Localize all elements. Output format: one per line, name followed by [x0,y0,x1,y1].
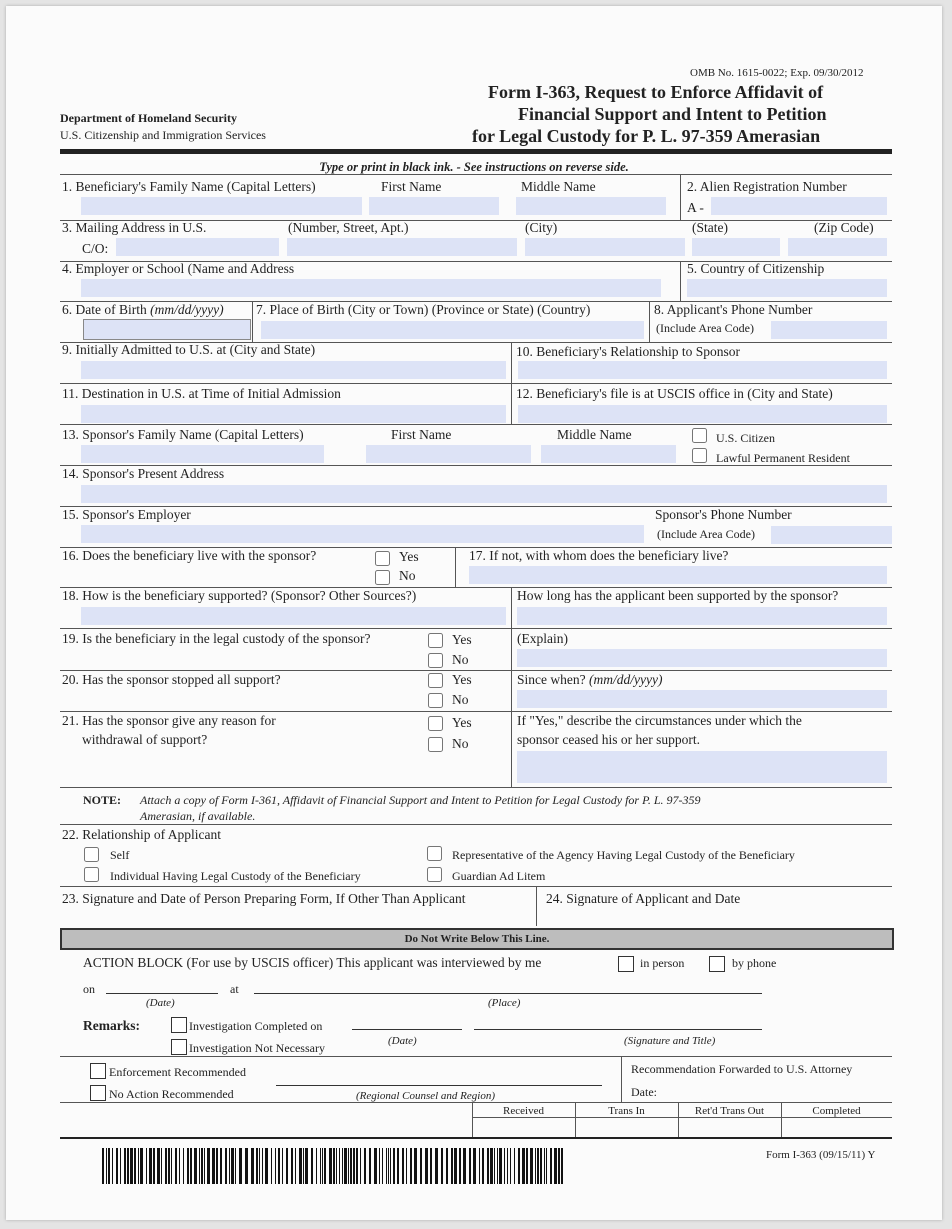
sponsor-middle-name-input[interactable] [541,445,676,463]
investigation-date-line[interactable] [352,1029,462,1030]
mailing-zip-input[interactable] [788,238,887,256]
reason-withdrawal-no-checkbox[interactable] [428,737,443,752]
field-8-sub: (Include Area Code) [656,321,754,335]
f20-no-label: No [452,692,469,707]
legal-custody-no-checkbox[interactable] [428,653,443,668]
field-3-city-label: (City) [525,220,558,235]
on-label: on [83,982,95,996]
signature-title-caption: (Signature and Title) [624,1035,716,1047]
recommendation-date-label: Date: [631,1085,657,1099]
sponsor-address-input[interactable] [81,485,887,503]
action-block-label: ACTION BLOCK (For use by USCIS officer) This applicant was interviewed by me [83,955,542,970]
custody-explain-input[interactable] [517,649,887,667]
field-3-number-label: (Number, Street, Apt.) [288,220,409,235]
field-14-label: 14. Sponsor's Present Address [62,466,225,481]
field-21-label-2: withdrawal of support? [82,732,208,747]
beneficiary-middle-name-input[interactable] [516,197,666,215]
no-action-recommended-label: No Action Recommended [109,1087,234,1101]
us-citizen-label: U.S. Citizen [716,431,775,445]
date-of-birth-input[interactable] [83,319,251,340]
field-24-label: 24. Signature of Applicant and Date [546,891,741,906]
field-13-label: 13. Sponsor's Family Name (Capital Letters) [62,427,304,442]
guardian-ad-litem-checkbox[interactable] [427,867,442,882]
field-23-label: 23. Signature and Date of Person Preparing Form, If Other Than Applicant [62,891,466,906]
enforcement-recommended-checkbox[interactable] [90,1063,106,1079]
beneficiary-family-name-input[interactable] [81,197,362,215]
f21-yes-label: Yes [452,715,472,730]
received-header: Received [503,1105,544,1117]
sponsor-phone-label: Sponsor's Phone Number [655,507,792,522]
lives-with-sponsor-yes-checkbox[interactable] [375,551,390,566]
field-1-label: 1. Beneficiary's Family Name (Capital Letters) [62,179,316,194]
field-18-label: 18. How is the beneficiary supported? (Sponsor? Other Sources?) [62,588,417,603]
field-20-label: 20. Has the sponsor stopped all support? [62,672,281,687]
field-17-label: 17. If not, with whom does the beneficiary live? [469,548,729,563]
mailing-state-input[interactable] [692,238,780,256]
no-action-recommended-checkbox[interactable] [90,1085,106,1101]
beneficiary-first-name-input[interactable] [369,197,499,215]
f19-no-label: No [452,652,469,667]
field-5-label: 5. Country of Citizenship [687,261,825,276]
f20-yes-label: Yes [452,672,472,687]
field-18-how-long-label: How long has the applicant been supported by the sponsor? [517,588,839,603]
since-when-input[interactable] [517,690,887,708]
remarks-label: Remarks: [83,1018,140,1033]
relationship-to-sponsor-input[interactable] [518,361,887,379]
field-10-label: 10. Beneficiary's Relationship to Sponsor [516,344,741,359]
admitted-at-input[interactable] [81,361,506,379]
investigation-not-necessary-checkbox[interactable] [171,1039,187,1055]
header-rule [60,149,892,154]
barcode [102,1148,564,1184]
sponsor-employer-input[interactable] [81,525,644,543]
field-12-label: 12. Beneficiary's file is at USCIS office in (City and State) [516,386,833,401]
field-19-label: 19. Is the beneficiary in the legal custody of the sponsor? [62,631,371,646]
officer-signature-line[interactable] [474,1029,762,1030]
mailing-street-input[interactable] [287,238,517,256]
alien-registration-number-input[interactable] [711,197,887,215]
field-3-co-label: C/O: [82,241,109,256]
investigation-completed-checkbox[interactable] [171,1017,187,1033]
field-6-label: 6. Date of Birth (mm/dd/yyyy) [62,302,224,317]
self-checkbox[interactable] [84,847,99,862]
field-1-middle-label: Middle Name [521,179,596,194]
agency-representative-label: Representative of the Agency Having Legal Custody of the Beneficiary [452,848,795,862]
support-duration-input[interactable] [517,607,887,625]
note-label: NOTE: [83,793,122,807]
guardian-ad-litem-label: Guardian Ad Litem [452,869,546,883]
retd-trans-out-header: Ret'd Trans Out [694,1105,765,1117]
place-caption: (Place) [488,997,521,1009]
date-caption: (Date) [146,997,175,1009]
care-of-input[interactable] [116,238,279,256]
instructions: Type or print in black ink. - See instructions on reverse side. [319,160,629,174]
in-person-label: in person [640,956,685,970]
field-22-label: 22. Relationship of Applicant [62,827,221,842]
field-21-describe-1: If "Yes," describe the circumstances under which the [517,713,802,728]
completed-header: Completed [812,1105,861,1117]
sponsor-first-name-input[interactable] [366,445,531,463]
field-4-label: 4. Employer or School (Name and Address [62,261,295,276]
field-19-explain-label: (Explain) [517,631,568,646]
at-label: at [230,982,239,996]
field-21-label-1: 21. Has the sponsor give any reason for [62,713,276,728]
field-1-first-label: First Name [381,179,442,194]
in-person-checkbox[interactable] [618,956,634,972]
individual-custody-checkbox[interactable] [84,867,99,882]
field-16-label: 16. Does the beneficiary live with the sponsor? [62,548,317,563]
preparer-signature-area[interactable] [62,908,532,926]
form-title-line2: Financial Support and Intent to Petition [518,104,827,124]
form-title-line1: Form I-363, Request to Enforce Affidavit of [488,82,824,102]
investigation-not-necessary-label: Investigation Not Necessary [189,1041,325,1055]
field-3-zip-label: (Zip Code) [814,220,874,235]
sponsor-family-name-input[interactable] [81,445,324,463]
form-page [6,6,942,1220]
enforcement-recommended-label: Enforcement Recommended [109,1065,246,1079]
f19-yes-label: Yes [452,632,472,647]
reason-withdrawal-yes-checkbox[interactable] [428,716,443,731]
field-2-label: 2. Alien Registration Number [687,179,847,194]
note-text-2: Amerasian, if available. [140,809,256,823]
sponsor-phone-sub: (Include Area Code) [657,527,755,541]
f16-no-label: No [399,568,416,583]
field-2-prefix: A - [687,200,704,215]
field-13-middle-label: Middle Name [557,427,632,442]
us-citizen-checkbox[interactable] [692,428,707,443]
field-11-label: 11. Destination in U.S. at Time of Initial Admission [62,386,341,401]
destination-input[interactable] [81,405,506,423]
regional-counsel-caption: (Regional Counsel and Region) [356,1090,496,1102]
legal-custody-yes-checkbox[interactable] [428,633,443,648]
f21-no-label: No [452,736,469,751]
note-text-1: Attach a copy of Form I-361, Affidavit of Financial Support and Intent to Petition for Legal Custody for P. L. 97-359 [140,793,701,807]
regional-counsel-line[interactable] [276,1085,602,1086]
applicant-phone-input[interactable] [771,321,887,339]
do-not-write-banner: Do Not Write Below This Line. [60,928,894,950]
field-3-state-label: (State) [692,220,728,235]
applicant-signature-area[interactable] [546,908,886,926]
interview-date-line[interactable] [106,993,218,994]
f16-yes-label: Yes [399,549,419,564]
by-phone-label: by phone [732,956,777,970]
field-3-label: 3. Mailing Address in U.S. [62,220,207,235]
circumstances-textarea[interactable] [517,751,887,783]
lives-with-sponsor-no-checkbox[interactable] [375,570,390,585]
place-of-birth-input[interactable] [261,321,644,339]
field-8-label: 8. Applicant's Phone Number [654,302,813,317]
stopped-support-no-checkbox[interactable] [428,693,443,708]
department-name: Department of Homeland Security [60,111,237,125]
form-identifier: Form I-363 (09/15/11) Y [766,1149,876,1161]
form-title-line3: for Legal Custody for P. L. 97-359 Amerasian [472,126,821,146]
mailing-city-input[interactable] [525,238,685,256]
field-7-label: 7. Place of Birth (City or Town) (Province or State) (Country) [256,302,591,317]
field-21-describe-2: sponsor ceased his or her support. [517,732,700,747]
sponsor-phone-input[interactable] [771,526,892,544]
field-20-since-label: Since when? (mm/dd/yyyy) [517,672,663,687]
recommendation-forwarded-label: Recommendation Forwarded to U.S. Attorney [631,1062,853,1076]
lawful-permanent-resident-checkbox[interactable] [692,448,707,463]
support-source-input[interactable] [81,607,506,625]
field-13-first-label: First Name [391,427,452,442]
lives-with-whom-input[interactable] [469,566,887,584]
date2-caption: (Date) [388,1035,417,1047]
lpr-label: Lawful Permanent Resident [716,451,850,465]
investigation-completed-label: Investigation Completed on [189,1019,323,1033]
individual-custody-label: Individual Having Legal Custody of the Beneficiary [110,869,361,883]
by-phone-checkbox[interactable] [709,956,725,972]
self-label: Self [110,848,130,862]
omb-number: OMB No. 1615-0022; Exp. 09/30/2012 [690,67,864,79]
field-9-label: 9. Initially Admitted to U.S. at (City and State) [62,342,316,357]
interview-place-line[interactable] [254,993,762,994]
trans-in-header: Trans In [608,1105,645,1117]
country-of-citizenship-input[interactable] [687,279,887,297]
employer-school-input[interactable] [81,279,661,297]
uscis-office-input[interactable] [518,405,887,423]
field-15-label: 15. Sponsor's Employer [62,507,191,522]
agency-name: U.S. Citizenship and Immigration Services [60,128,266,142]
agency-representative-checkbox[interactable] [427,846,442,861]
stopped-support-yes-checkbox[interactable] [428,673,443,688]
